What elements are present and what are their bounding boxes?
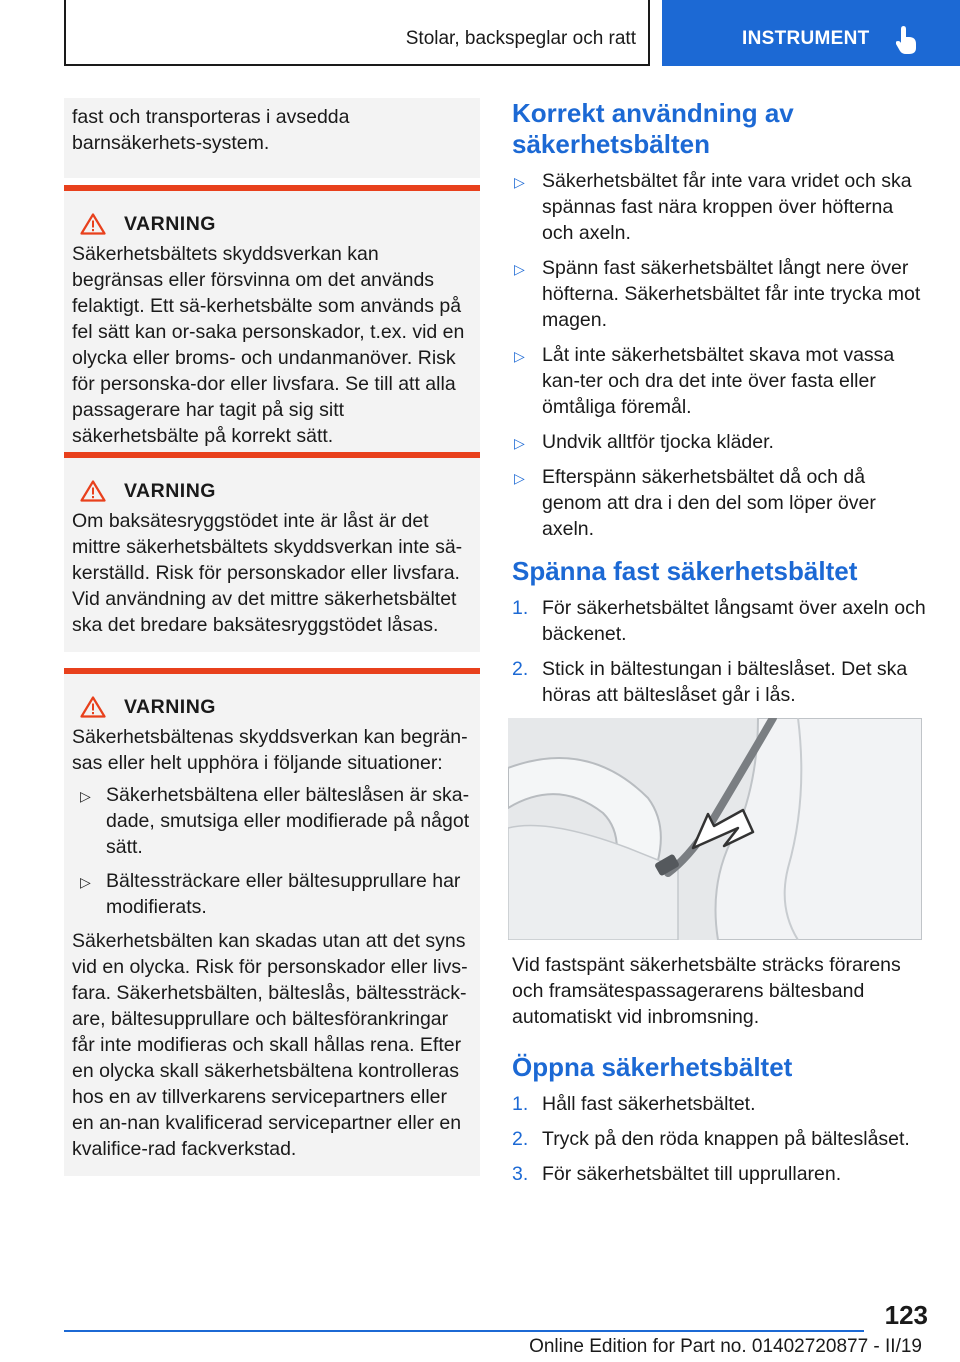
- bullet-triangle-icon: ▷: [514, 435, 525, 451]
- section-heading-correct-use: Korrekt användning av säkerhetsbälten: [512, 98, 794, 159]
- warning-bar: [64, 185, 480, 191]
- list-item: ▷ Säkerhetsbältet får inte vara vridet och ska spännas fast nära kroppen över höfterna och axeln.: [514, 170, 912, 244]
- list-item: 2. Stick in bältestungan i bälteslåset. Det ska höras att bälteslåset går i lås.: [512, 658, 908, 706]
- warning-title: VARNING: [124, 696, 216, 718]
- warning-text: Om baksätesryggstödet inte är låst är det mittre säkerhetsbältets skyddsverkan inte sä-kerställd. Risk för personskador eller livsfara. Vid användning av det mittre säkerhetsbältet ska det bredare baksätesryggstödet låsas.: [72, 510, 463, 636]
- bullet-triangle-icon: ▷: [514, 174, 525, 190]
- fasten-steps-list: [512, 595, 930, 708]
- section-heading-fasten: Spänna fast säkerhetsbältet: [512, 556, 858, 586]
- header-chapter-tab[interactable]: [662, 0, 960, 66]
- continued-paragraph: fast och transporteras i avsedda barnsäkerhets-system.: [64, 98, 480, 178]
- list-item: 1. För säkerhetsbältet långsamt över axeln och bäckenet.: [512, 597, 926, 645]
- bullet-triangle-icon: ▷: [514, 470, 525, 486]
- list-item: ▷ Spänn fast säkerhetsbältet långt nere över höfterna. Säkerhetsbältet får inte trycka mot magen.: [514, 257, 921, 331]
- warning-intro: Säkerhetsbältenas skyddsverkan kan begrän-sas eller helt upphöra i följande situationer:: [72, 726, 468, 774]
- seatbelt-illustration-drawing: [508, 718, 922, 940]
- list-item: ▷ Undvik alltför tjocka kläder.: [512, 429, 930, 455]
- list-item: 1. Håll fast säkerhetsbältet.: [512, 1093, 756, 1115]
- section-heading-open: Öppna säkerhetsbältet: [512, 1052, 793, 1082]
- hand-pointer-icon: [896, 26, 918, 54]
- warning-triangle-icon: [80, 480, 106, 502]
- page-number: 123: [884, 1300, 928, 1330]
- list-item: 2. Tryck på den röda knappen på bälteslåset.: [512, 1128, 910, 1150]
- header-section-box: [64, 0, 650, 66]
- warning-triangle-icon: [80, 696, 106, 718]
- open-steps-list: [512, 1091, 930, 1187]
- left-column: [64, 98, 480, 1160]
- warning-bar: [64, 452, 480, 458]
- warning-bar: [64, 668, 480, 674]
- warning-box-1: [64, 185, 480, 463]
- fasten-caption: Vid fastspänt säkerhetsbälte sträcks förarens och framsätespassagerarens bältesband automatiskt vid inbromsning.: [512, 954, 901, 1028]
- correct-use-bullet-list: [512, 168, 930, 542]
- bullet-triangle-icon: ▷: [514, 348, 525, 364]
- header-section-title: Stolar, backspeglar och ratt: [405, 28, 636, 49]
- footer-rule: [64, 1330, 864, 1332]
- list-item: 3. För säkerhetsbältet till upprullaren.: [512, 1163, 842, 1185]
- warning-box-3: [64, 668, 480, 1176]
- bullet-triangle-icon: ▷: [514, 261, 525, 277]
- footer-edition: Online Edition for Part no. 01402720877 - II/19: [529, 1336, 922, 1357]
- right-column: [512, 98, 930, 1196]
- list-item: ▷ Bältessträckare eller bältesupprullare har modifierats.: [80, 870, 461, 918]
- warning-title: VARNING: [124, 213, 216, 235]
- warning-bullet-list: [72, 782, 472, 920]
- warning-triangle-icon: [80, 213, 106, 235]
- list-item: ▷ Säkerhetsbältena eller bälteslåsen är ska-dade, smutsiga eller modifierade på något sätt.: [80, 784, 470, 858]
- bullet-triangle-icon: ▷: [80, 788, 91, 804]
- header-chapter-label: INSTRUMENT: [742, 28, 870, 49]
- warning-outro: Säkerhetsbälten kan skadas utan att det syns vid en olycka. Risk för personskador eller livs-fara. Säkerhetsbälten, bälteslås, bältessträck-are, bältesupprullare och bältesförankringar får inte modifieras och skall hållas rena. Efter en olycka skall säkerhetsbältena kontrolleras hos en av tillverkarens servicepartners eller en an-nan kvalificerad servicepartner eller en kvalifice-rad fackverkstad.: [72, 930, 468, 1160]
- warning-box-2: [64, 452, 480, 652]
- warning-text: Säkerhetsbältets skyddsverkan kan begränsas eller försvinna om det används felaktigt. Ett sä-kerhetsbälte som används på fel sätt kan or-saka personskador, t.ex. vid en olycka eller broms- och undanmanöver. Risk för personska-dor eller livsfara. Se till att alla passagerare har tagit på sig sitt säkerhetsbälte på korrekt sätt.: [72, 243, 465, 447]
- warning-title: VARNING: [124, 480, 216, 502]
- list-item: ▷ Efterspänn säkerhetsbältet då och då genom att dra i den del som löper över axeln.: [514, 466, 876, 540]
- seatbelt-buckle-illustration: [508, 718, 922, 940]
- bullet-triangle-icon: ▷: [80, 874, 91, 890]
- list-item: ▷ Låt inte säkerhetsbältet skava mot vassa kan-ter och dra det inte över fasta eller ömtåliga föremål.: [514, 344, 895, 418]
